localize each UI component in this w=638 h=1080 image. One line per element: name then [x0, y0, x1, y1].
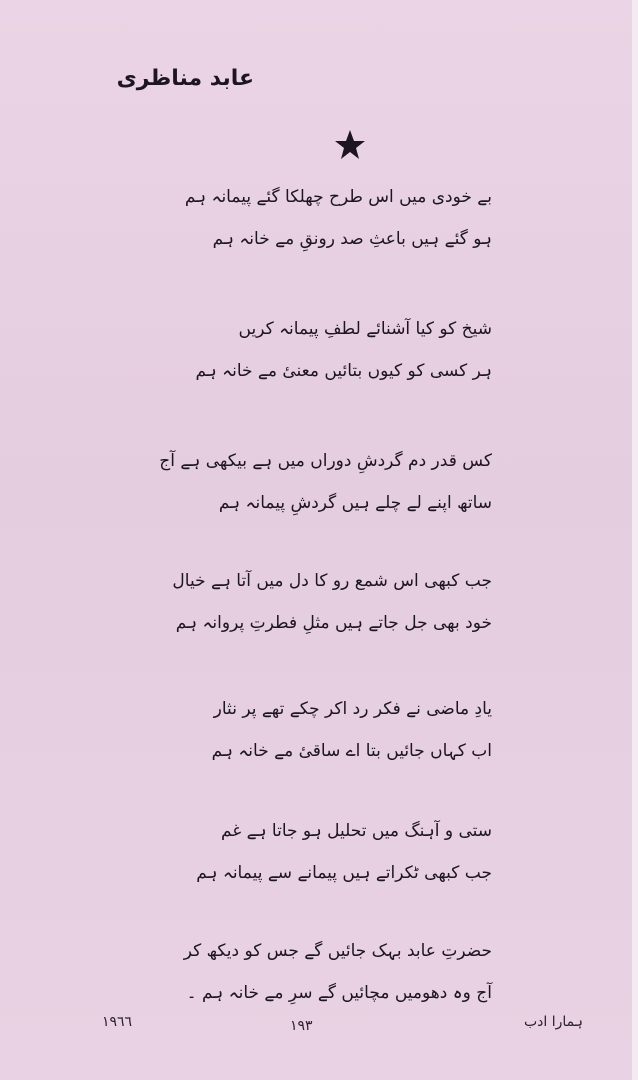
couplet-line: بے خودی میں اس طرح چھلکا گئے پیمانہ ہم	[184, 187, 492, 207]
couplet-line: اب کہاں جائیں بتا اے ساقیٔ مے خانہ ہم	[211, 741, 492, 761]
couplet-line: ہر کسی کو کیوں بتائیں معنیٔ مے خانہ ہم	[195, 361, 492, 381]
couplet-5	[172, 698, 492, 782]
couplet-line: یادِ ماضی نے فکر رد اکر چکے تھے پر نثار	[213, 699, 492, 719]
couplet-line: حضرتِ عابد بہک جائیں گے جس کو دیکھ کر	[183, 941, 492, 961]
couplet-line: آج وہ دھومیں مچائیں گے سرِ مے خانہ ہم ۔	[186, 983, 492, 1003]
couplet-line: کس قدر دم گردشِ دوراں میں ہے بیکھی ہے آج	[159, 451, 492, 471]
couplet-3	[159, 450, 492, 534]
page-number: ١٩٣	[290, 1018, 313, 1034]
couplet-line: جب کبھی اس شمع رو کا دل میں آتا ہے خیال	[172, 571, 492, 591]
couplet-1	[172, 186, 492, 270]
couplet-line: شیخ کو کیا آشنائے لطفِ پیمانہ کریں	[238, 319, 492, 339]
couplet-2	[172, 318, 492, 402]
couplet-line: خود بھی جل جاتے ہیں مثلِ فطرتِ پروانہ ہم	[175, 613, 492, 633]
couplet-6	[172, 820, 492, 904]
journal-name: ہمارا ادب	[524, 1014, 583, 1030]
couplet-line: ساتھ اپنے لے چلے ہیں گردشِ پیمانہ ہم	[218, 493, 492, 513]
star-icon	[333, 128, 367, 162]
couplet-line: ہو گئے ہیں باعثِ صد رونقِ مے خانہ ہم	[212, 229, 492, 249]
couplet-line: جب کبھی ٹکراتے ہیں پیمانے سے پیمانہ ہم	[196, 863, 492, 883]
couplet-line: ستی و آہنگ میں تحلیل ہو جاتا ہے غم	[221, 821, 492, 841]
couplet-7	[172, 940, 492, 1024]
footer-year: ١٩٦٦	[102, 1014, 133, 1030]
author-name: عابد مناظری	[116, 66, 254, 91]
couplet-4	[172, 570, 492, 654]
